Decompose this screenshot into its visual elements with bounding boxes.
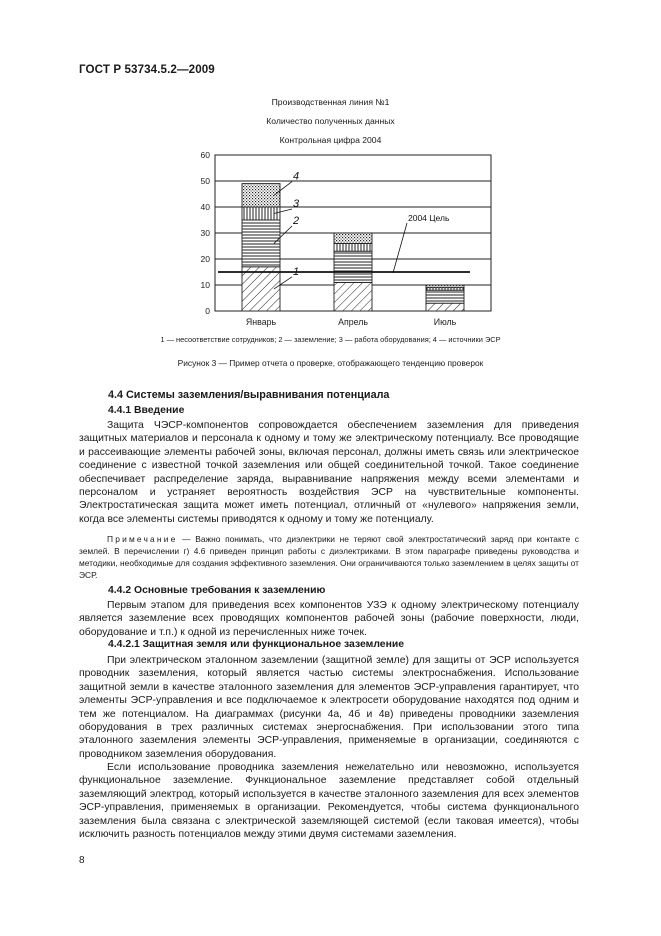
- goal-leader: [393, 223, 407, 273]
- x-category-label: Июль: [433, 317, 457, 327]
- chart-legend: 1 — несоответствие сотрудников; 2 — заземление; 3 — работа оборудования; 4 — источники ЭСР: [160, 335, 501, 344]
- series-callout-label: 3: [293, 198, 300, 210]
- bar-segment: [334, 233, 372, 243]
- bar-segment: [426, 285, 464, 288]
- bar-chart: [0, 0, 661, 340]
- section-4-4-2-1-paragraph-1: При электрическом эталонном заземлении (защитной земле) для защиты от ЭСР используется проводник заземления, который является частью системы электроснабжения. Использование защитной земли в качестве эталонного заземления для элементов ЭСР-управления гарантирует, что элементы ЭСР-управления и все подключаемое к электросети оборудование находятся под одним и тем же потенциалом. На диаграммах (рисунки 4а, 4б и 4в) приведены проводники заземления оборудования в трех различных системах энергоснабжения. При использовании этого типа эталонного заземления элементы ЭСР-управления, применяемые в организации, соединяются с проводником заземления оборудования.: [79, 655, 579, 760]
- section-4-4-2-text: Первым этапом для приведения всех компонентов УЗЭ к одному электрическому потенциалу является заземление всех проводящих компонентов рабочей зоны (рабочие поверхности, люди, оборудование и т.п.) к одной из перечисленных ниже точек.: [79, 600, 579, 638]
- bar-segment: [426, 290, 464, 303]
- x-category-label: Апрель: [338, 317, 368, 327]
- series-callout-label: 4: [293, 170, 300, 183]
- bar-segment: [334, 251, 372, 282]
- chart-title-line-2: Количество полученных данных: [266, 116, 395, 126]
- section-4-4-2-1-heading: 4.4.2.1 Защитная земля или функциональное заземление: [108, 639, 405, 650]
- bar-segment: [334, 282, 372, 311]
- section-4-4-1-text: Защита ЧЭСР-компонентов сопровождается обеспечением заземления для приведения защитных материалов и персонала к одному и тому же электрическому потенциалу. Все проводящие и рассеивающие элементы рабочей зоны, включая персонал, должны иметь связь или электрическое соединение с известной точкой заземления или общей соединительной точкой. Такое соединение обеспечивает распределение заряда, выравнивание напряжения между всеми элементами и персоналом и устраняет вероятность воздействия ЭСР на чувствительные компоненты. Электростатическая защита может иметь потенциал, отличный от «нулевого» напряжения земли, когда все элементы системы приводятся к одному и тому же потенциалу.: [79, 420, 579, 525]
- document-header: ГОСТ Р 53734.5.2—2009: [79, 63, 215, 76]
- section-4-4-heading: 4.4 Системы заземления/выравнивания потенциала: [108, 389, 390, 401]
- y-tick-label: 60: [200, 150, 210, 160]
- note-text: — Важно понимать, что диэлектрики не теряют свой электростатический заряд при контакте с землей. В перечислении г) 4.6 приведен принцип работы с диэлектриками. В этом параграфе приведены руководства и методики, необходимые для создания эффективного заземления. Они ограничиваются только заземлением в целях защиты от ЭСР.: [79, 534, 579, 580]
- bar-segment: [334, 243, 372, 251]
- section-4-4-1-heading: 4.4.1 Введение: [108, 405, 185, 416]
- bar-segment: [426, 303, 464, 311]
- section-4-4-2-1-paragraph-2: Если использование проводника заземления нежелательно или невозможно, используется функциональное заземление. Функциональное заземление представляет собой отдельный заземляющий электрод, который используется в качестве эталонного заземления для всех элементов ЭСР-управления, применяемых в организации. Рекомендуется, чтобы система функционального заземления была связана с электрической заземляющей системой (если таковая имеется), чтобы исключить разность потенциалов между этими двумя системами заземления.: [79, 762, 579, 841]
- series-callout-label: 2: [293, 215, 300, 227]
- chart-title-line-3: Контрольная цифра 2004: [279, 135, 382, 145]
- section-4-4-2-heading: 4.4.2 Основные требования к заземлению: [108, 585, 326, 596]
- y-tick-label: 40: [200, 202, 210, 212]
- page-number: 8: [79, 855, 85, 866]
- series-callout-label: 1: [293, 265, 300, 278]
- goal-label: 2004 Цель: [408, 213, 450, 223]
- note-label: Примечание: [107, 534, 178, 544]
- y-tick-label: 30: [200, 228, 210, 238]
- note-block: [79, 533, 579, 581]
- y-tick-label: 50: [200, 176, 210, 186]
- x-category-label: Январь: [245, 317, 277, 327]
- chart-title-line-1: Производственная линия №1: [271, 97, 390, 107]
- y-tick-label: 10: [200, 280, 210, 290]
- y-tick-label: 20: [200, 254, 210, 264]
- y-tick-label: 0: [205, 306, 210, 316]
- figure-caption: Рисунок 3 — Пример отчета о проверке, отображающего тенденцию проверок: [177, 358, 484, 368]
